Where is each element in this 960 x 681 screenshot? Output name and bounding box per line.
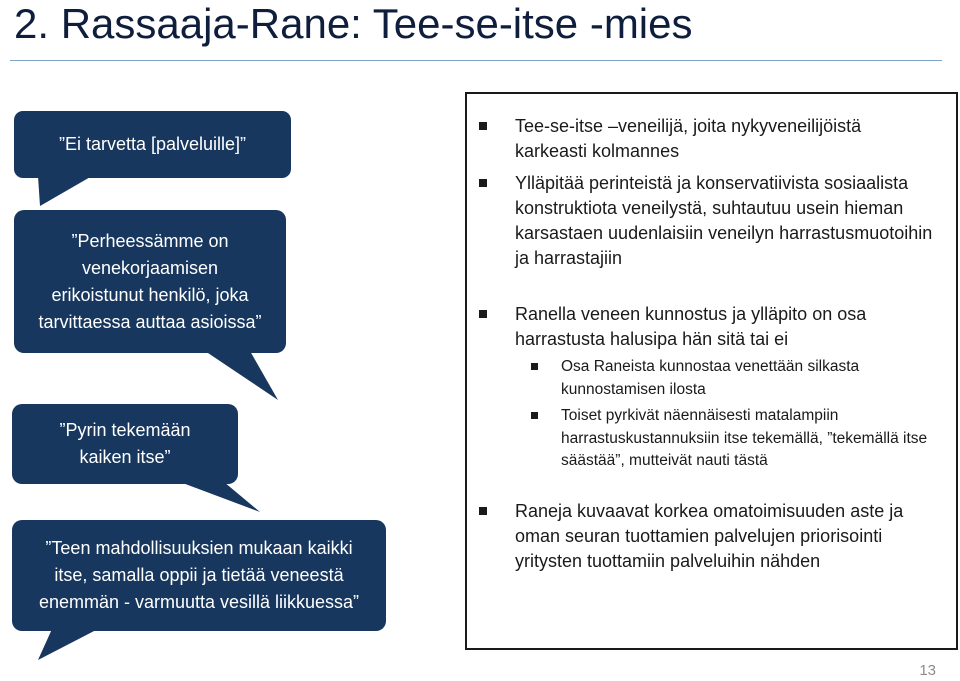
square-bullet-icon [479,122,487,130]
page-number: 13 [919,662,936,679]
bullet-text: Ylläpitää perinteistä ja konservatiivista sosiaalista konstruktiota veneilystä, suhtautuu usein hieman karsastaen uudenlaisiin veneilyn harrastusmuotoihin ja harrastajiin [515,173,933,268]
bullet-text: Ranella veneen kunnostus ja ylläpito on osa harrastusta halusipa hän sitä tai ei [515,304,867,349]
content-box [465,92,958,650]
quote-text: ”Pyrin tekemään kaiken itse” [59,420,191,467]
quote-bubble-3-tail [180,482,260,512]
bullet-text: Raneja kuvaavat korkea omatoimisuuden aste ja oman seuran tuottamien palvelujen priorisointi yritysten tuottamiin palveluihin nähden [515,501,904,571]
quote-text: ”Ei tarvetta [palveluille]” [58,134,247,154]
bullet-text: Osa Raneista kunnostaa venettään silkasta kunnostamisen ilosta [561,358,860,398]
sub-bullet-item [561,405,936,473]
sub-bullet-item [561,356,936,401]
bullet-item [515,499,935,574]
quote-bubble-4 [12,520,386,631]
bullet-item [515,171,935,271]
bullet-item [515,114,935,164]
square-bullet-icon [479,179,487,187]
quote-bubble-1-tail [38,176,92,206]
bullet-text: Toiset pyrkivät näennäisesti matalampiin harrastuskustannuksiin itse tekemällä, ”tekemällä itse säästää”, mutteivät nauti tästä [561,407,928,469]
quote-bubble-4-tail [38,629,98,660]
quote-text: ”Perheessämme on venekorjaamisen erikoistunut henkilö, joka tarvittaessa auttaa asioissa” [38,230,262,332]
quote-bubble-2 [14,210,286,353]
square-bullet-icon [479,310,487,318]
quote-text: ”Teen mahdollisuuksien mukaan kaikki itse, samalla oppii ja tietää veneestä enemmän - varmuutta vesillä liikkuessa” [38,538,360,612]
square-bullet-icon [531,363,538,370]
slide-title: 2. Rassaaja-Rane: Tee-se-itse -mies [14,0,693,47]
square-bullet-icon [479,507,487,515]
quote-bubble-3 [12,404,238,484]
square-bullet-icon [531,412,538,419]
quote-bubble-1 [14,111,291,178]
quote-bubble-2-tail [205,351,278,400]
bullet-item [515,302,935,352]
bullet-text: Tee-se-itse –veneilijä, joita nykyveneilijöistä karkeasti kolmannes [515,116,862,161]
